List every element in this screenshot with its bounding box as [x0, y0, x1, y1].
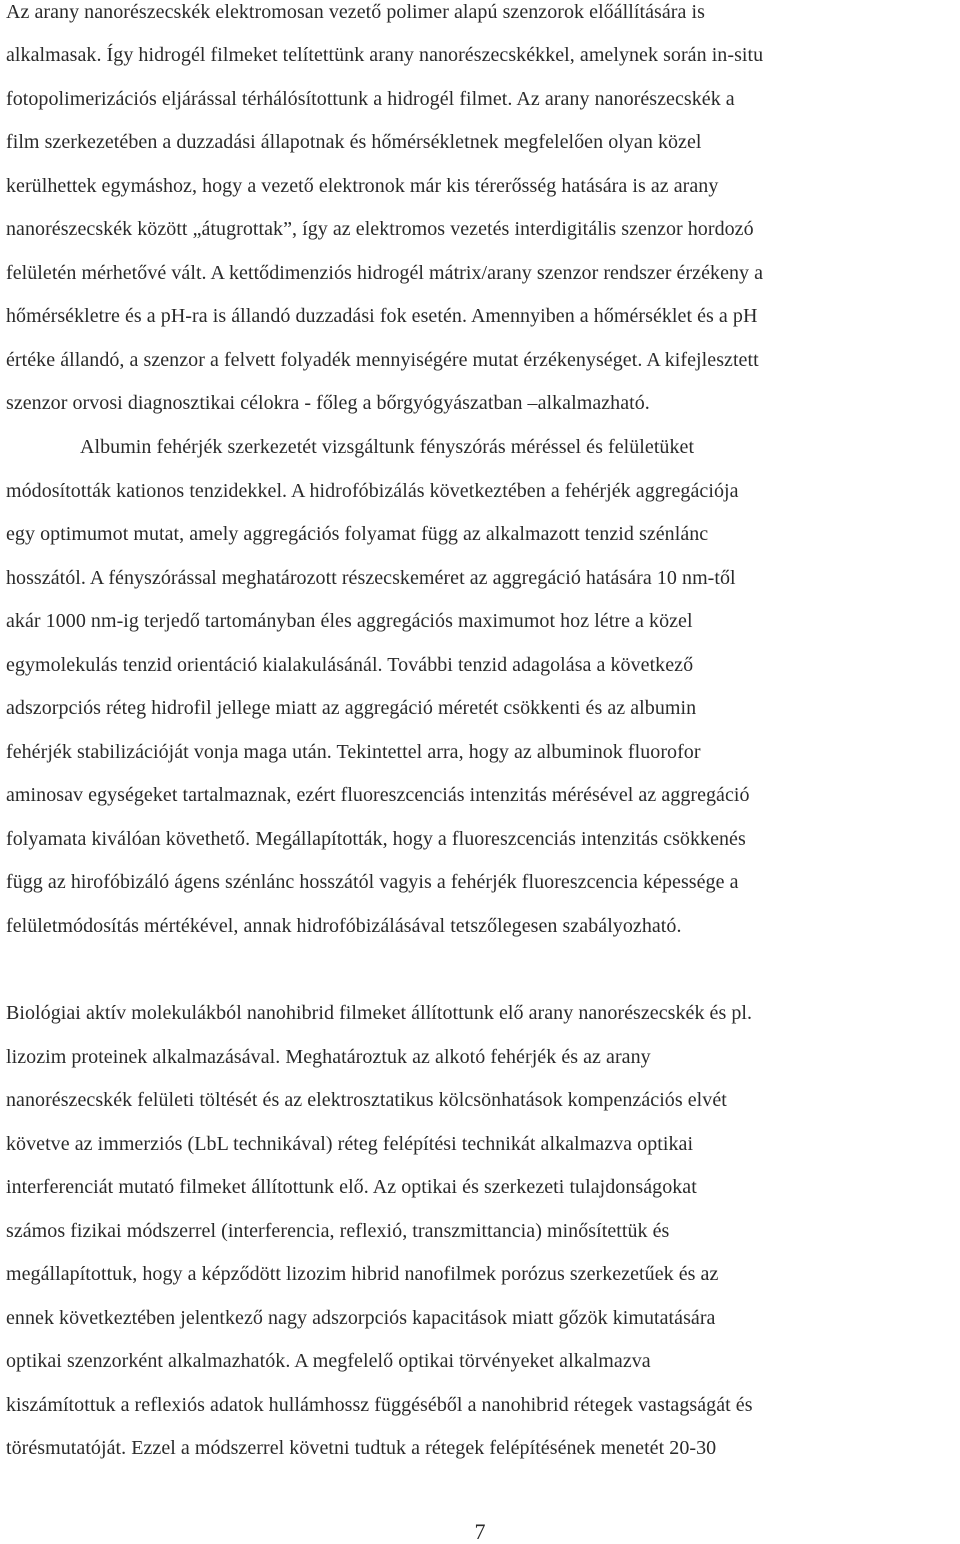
text-line: kiszámítottuk a reflexiós adatok hullámhossz függéséből a nanohibrid rétegek vastagságát és	[6, 1394, 753, 1416]
text-line: nanorészecskék felületi töltését és az elektrosztatikus kölcsönhatások kompenzációs elvét	[6, 1089, 727, 1111]
text-line: értéke állandó, a szenzor a felvett folyadék mennyiségére mutat érzékenységet. A kifejlesztett	[6, 349, 759, 371]
text-line: optikai szenzorként alkalmazhatók. A megfelelő optikai törvényeket alkalmazva	[6, 1350, 651, 1372]
text-line: Az arany nanorészecskék elektromosan vezető polimer alapú szenzorok előállítására is	[6, 1, 705, 23]
text-line: Biológiai aktív molekulákból nanohibrid filmeket állítottunk elő arany nanorészecskék és pl.	[6, 1002, 753, 1024]
text-line: felületmódosítás mértékével, annak hidrofóbizálásával tetszőlegesen szabályozható.	[6, 915, 682, 937]
text-line: fehérjék stabilizációját vonja maga után. Tekintettel arra, hogy az albuminok fluorofor	[6, 741, 701, 763]
text-line: adszorpciós réteg hidrofil jellege miatt az aggregáció méretét csökkenti és az albumin	[6, 697, 697, 719]
text-line: hőmérsékletre és a pH-ra is állandó duzzadási fok esetén. Amennyiben a hőmérséklet és a pH	[6, 305, 758, 327]
text-line: akár 1000 nm-ig terjedő tartományban éles aggregációs maximumot hoz létre a közel	[6, 610, 693, 632]
text-line: módosították kationos tenzidekkel. A hidrofóbizálás következtében a fehérjék aggregációja	[6, 480, 739, 502]
text-line: függ az hirofóbizáló ágens szénlánc hosszától vagyis a fehérjék fluoreszcencia képessége a	[6, 871, 739, 893]
text-line: egy optimumot mutat, amely aggregációs folyamat függ az alkalmazott tenzid szénlánc	[6, 523, 709, 545]
text-line: interferenciát mutató filmeket állítottunk elő. Az optikai és szerkezeti tulajdonságokat	[6, 1176, 697, 1198]
text-line: követve az immerziós (LbL technikával) réteg felépítési technikát alkalmazva optikai	[6, 1133, 694, 1155]
text-line: aminosav egységeket tartalmaznak, ezért fluoreszcenciás intenzitás mérésével az aggregáció	[6, 784, 750, 806]
text-line: fotopolimerizációs eljárással térhálósítottunk a hidrogél filmet. Az arany nanorészecskék a	[6, 88, 735, 110]
text-line: Albumin fehérjék szerkezetét vizsgáltunk fényszórás méréssel és felületüket	[80, 436, 695, 458]
text-line: nanorészecskék között „átugrottak”, így az elektromos vezetés interdigitális szenzor hordozó	[6, 218, 754, 240]
text-line: folyamata kiválóan követhető. Megállapították, hogy a fluoreszcenciás intenzitás csökkenés	[6, 828, 746, 850]
text-line: alkalmasak. Így hidrogél filmeket telítettünk arany nanorészecskékkel, amelynek során in-situ	[6, 44, 764, 66]
text-line: ennek következtében jelentkező nagy adszorpciós kapacitások miatt gőzök kimutatására	[6, 1307, 716, 1329]
text-line: szenzor orvosi diagnosztikai célokra - főleg a bőrgyógyászatban –alkalmazható.	[6, 392, 650, 414]
text-line: törésmutatóját. Ezzel a módszerrel követni tudtuk a rétegek felépítésének menetét 20-30	[6, 1437, 717, 1459]
text-line: felületén mérhetővé vált. A kettődimenziós hidrogél mátrix/arany szenzor rendszer érzékeny a	[6, 262, 764, 284]
text-line: egymolekulás tenzid orientáció kialakulásánál. További tenzid adagolása a következő	[6, 654, 694, 676]
text-line: film szerkezetében a duzzadási állapotnak és hőmérsékletnek megfelelően olyan közel	[6, 131, 702, 153]
text-line: kerülhettek egymáshoz, hogy a vezető elektronok már kis térerősség hatására is az arany	[6, 175, 719, 197]
text-line: megállapítottuk, hogy a képződött lizozim hibrid nanofilmek porózus szerkezetűek és az	[6, 1263, 719, 1285]
text-line: lizozim proteinek alkalmazásával. Meghatároztuk az alkotó fehérjék és az arany	[6, 1046, 651, 1068]
page-number: 7	[474, 1519, 486, 1544]
text-line: hosszától. A fényszórással meghatározott részecskeméret az aggregáció hatására 10 nm-től	[6, 567, 736, 589]
text-line: számos fizikai módszerrel (interferencia, reflexió, transzmittancia) minősítettük és	[6, 1220, 670, 1242]
